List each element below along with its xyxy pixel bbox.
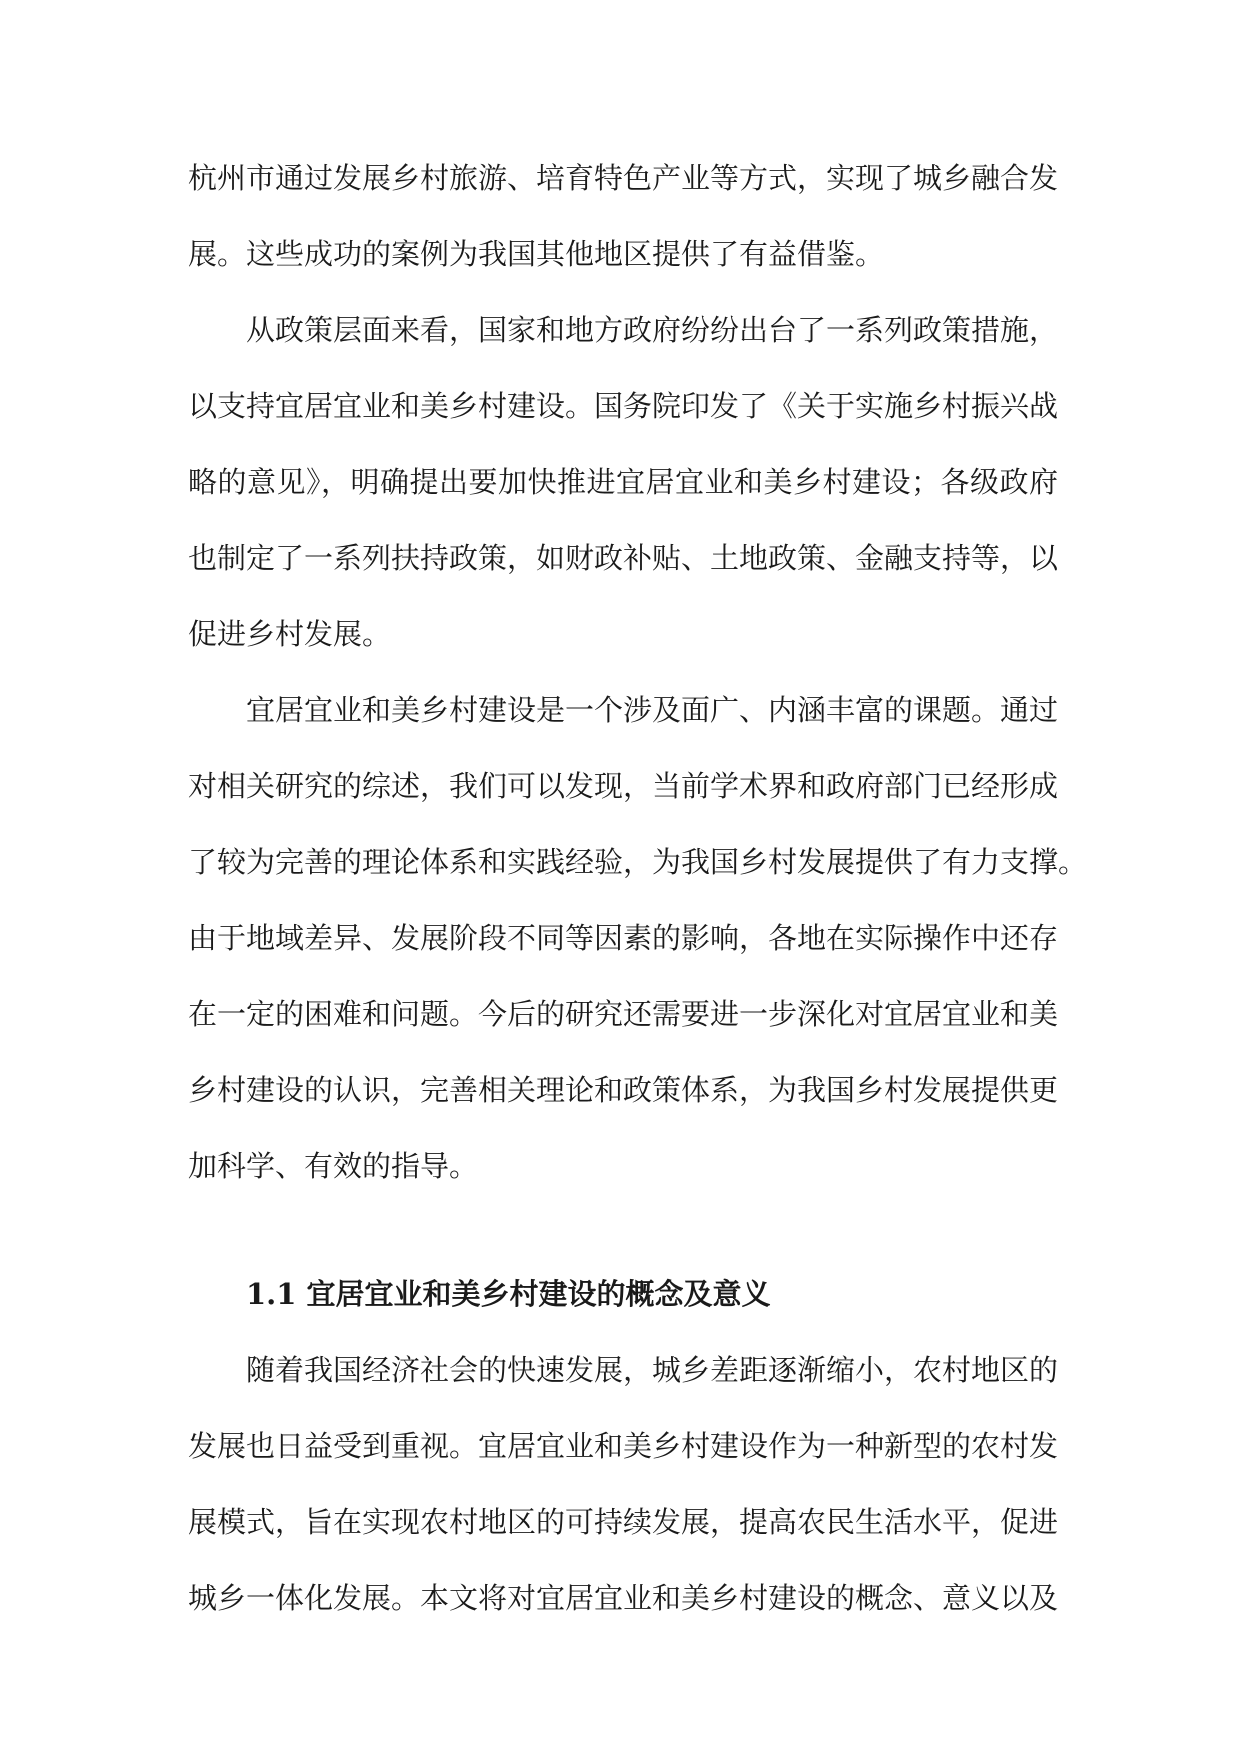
section-number: 1.1	[246, 1277, 297, 1311]
paragraph-2-line-3: 略的意见》，明确提出要加快推进宜居宜业和美乡村建设；各级政府	[188, 465, 1058, 499]
paragraph-2-line-5: 促进乡村发展。	[188, 617, 392, 651]
paragraph-4-line-3: 展模式，旨在实现农村地区的可持续发展，提高农民生活水平，促进	[188, 1505, 1059, 1539]
section-heading	[188, 1256, 1058, 1332]
paragraph-1-line-2: 展。这些成功的案例为我国其他地区提供了有益借鉴。	[188, 237, 885, 271]
paragraph-2-line-1: 从政策层面来看，国家和地方政府纷纷出台了一系列政策措施，	[246, 313, 1059, 347]
paragraph-2-line-2: 以支持宜居宜业和美乡村建设。国务院印发了《关于实施乡村振兴战	[188, 389, 1059, 423]
section-title: 宜居宜业和美乡村建设的概念及意义	[306, 1277, 771, 1311]
paragraph-1-line-1: 杭州市通过发展乡村旅游、培育特色产业等方式，实现了城乡融合发	[188, 161, 1059, 195]
paragraph-3-line-1: 宜居宜业和美乡村建设是一个涉及面广、内涵丰富的课题。通过	[246, 693, 1059, 727]
paragraph-4-line-2: 发展也日益受到重视。宜居宜业和美乡村建设作为一种新型的农村发	[188, 1429, 1059, 1463]
section-spacer	[188, 1204, 1058, 1256]
paragraph-3-line-7: 加科学、有效的指导。	[188, 1149, 479, 1183]
paragraph-2-line-4: 也制定了一系列扶持政策，如财政补贴、土地政策、金融支持等，以	[188, 541, 1059, 575]
paragraph-3-line-6: 乡村建设的认识，完善相关理论和政策体系，为我国乡村发展提供更	[188, 1073, 1059, 1107]
paragraph-4-line-1: 随着我国经济社会的快速发展，城乡差距逐渐缩小，农村地区的	[246, 1353, 1059, 1387]
paragraph-3-line-4: 由于地域差异、发展阶段不同等因素的影响，各地在实际操作中还存	[188, 921, 1059, 955]
paragraph-3-line-2: 对相关研究的综述，我们可以发现，当前学术界和政府部门已经形成	[188, 769, 1059, 803]
paragraph-3-line-3: 了较为完善的理论体系和实践经验，为我国乡村发展提供了有力支撑。	[188, 845, 1088, 879]
paragraph-3-line-5: 在一定的困难和问题。今后的研究还需要进一步深化对宜居宜业和美	[188, 997, 1059, 1031]
paragraph-4-line-4: 城乡一体化发展。本文将对宜居宜业和美乡村建设的概念、意义以及	[188, 1581, 1059, 1615]
document-body	[188, 140, 1088, 1636]
